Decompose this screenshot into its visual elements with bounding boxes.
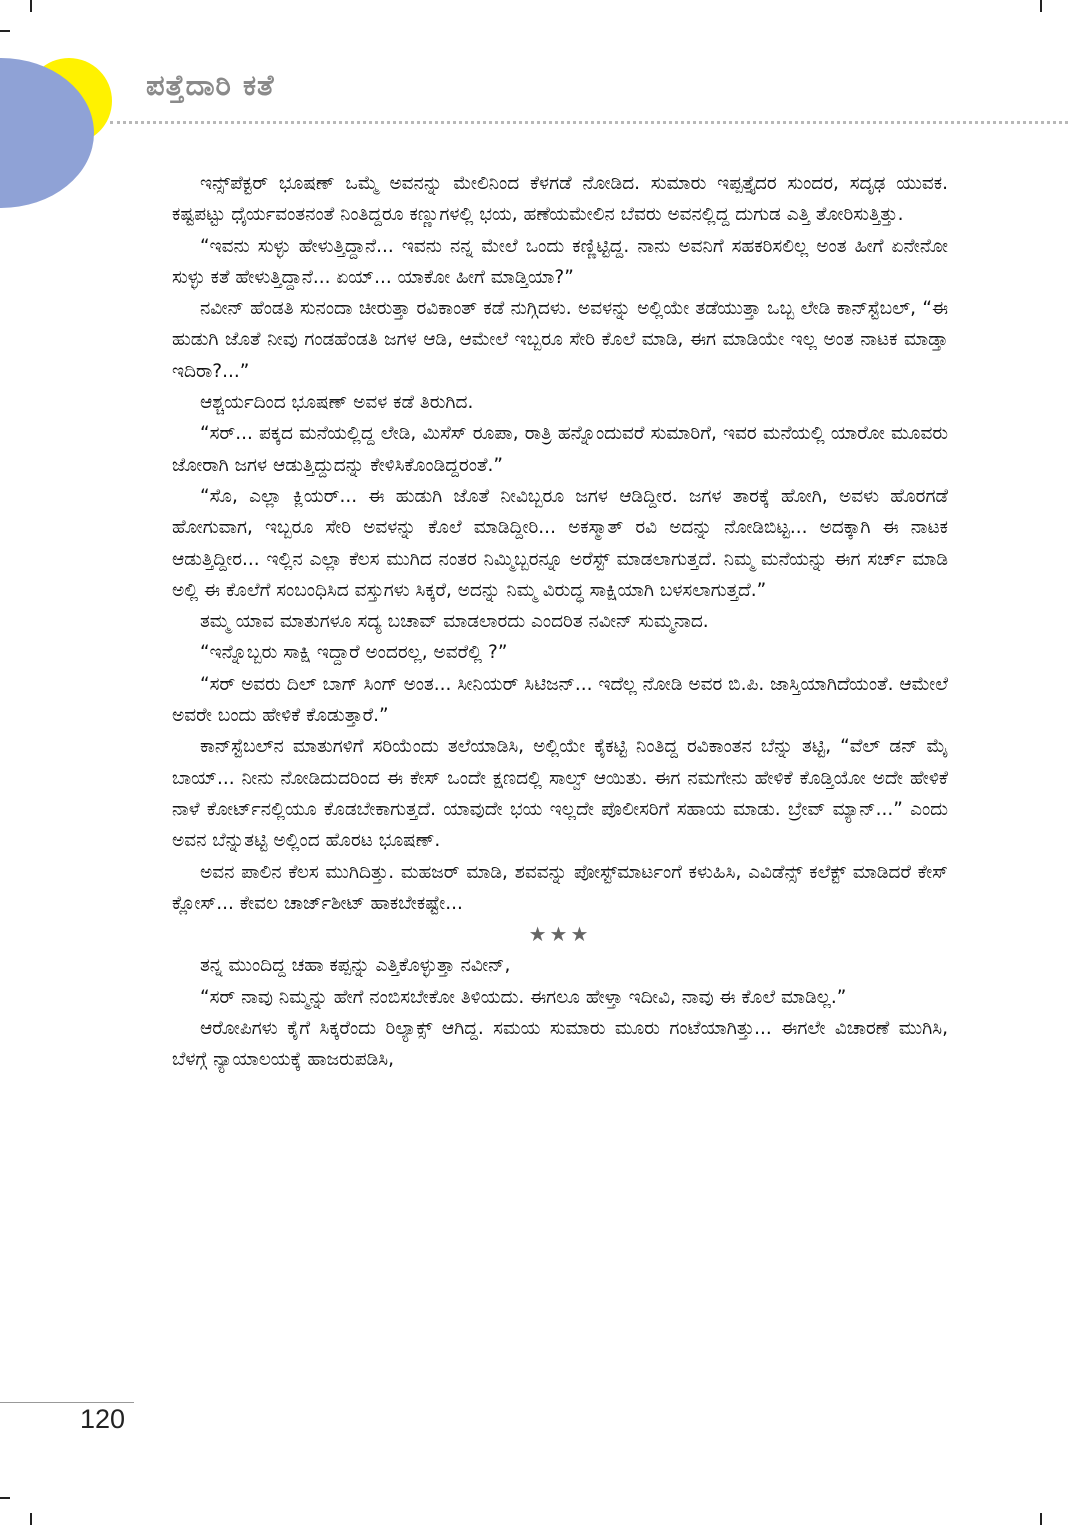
paragraph: ಅವನ ಪಾಲಿನ ಕೆಲಸ ಮುಗಿದಿತ್ತು. ಮಹಜರ್ ಮಾಡಿ, ಶವವನ್ನು ಪೋಸ್ಟ್‌ಮಾರ್ಟಂಗೆ ಕಳುಹಿಸಿ, ಎವಿಡೆನ್ಸ್ ಕಲೆಕ್ಟ್ ಮಾಡಿದರೆ ಕೇಸ್ ಕ್ಲೋಸ್... ಕೇವಲ ಚಾರ್ಜ್‌ಶೀಟ್ ಹಾಕಬೇಕಷ್ಟೇ... xyxy=(172,861,948,914)
folio-rule xyxy=(0,1402,134,1403)
paragraph: ನವೀನ್ ಹೆಂಡತಿ ಸುನಂದಾ ಚೀರುತ್ತಾ ರವಿಕಾಂತ್ ಕಡೆ ನುಗ್ಗಿದಳು. ಅವಳನ್ನು ಅಲ್ಲಿಯೇ ತಡೆಯುತ್ತಾ ಒಬ್ಬ ಲೇಡಿ ಕಾನ್‌ಸ್ಟೆಬಲ್, “ಈ ಹುಡುಗಿ ಜೊತೆ ನೀವು ಗಂಡಹೆಂಡತಿ ಜಗಳ ಆಡಿ, ಆಮೇಲೆ ಇಬ್ಬರೂ ಸೇರಿ ಕೊಲೆ ಮಾಡಿ, ಈಗ ಮಾಡಿಯೇ ಇಲ್ಲ ಅಂತ ನಾಟಕ ಮಾಡ್ತಾ ಇದಿರಾ?...” xyxy=(172,298,948,382)
crop-mark-top-left xyxy=(30,0,32,12)
paragraph: ಇನ್ಸ್‌ಪೆಕ್ಟರ್ ಭೂಷಣ್ ಒಮ್ಮೆ ಅವನನ್ನು ಮೇಲಿನಿಂದ ಕೆಳಗಡೆ ನೋಡಿದ. ಸುಮಾರು ಇಪ್ಪತ್ತೈದರ ಸುಂದರ, ಸದೃಢ ಯುವಕ. ಕಷ್ಟಪಟ್ಟು ಧೈರ್ಯವಂತನಂತೆ ನಿಂತಿದ್ದರೂ ಕಣ್ಣುಗಳಲ್ಲಿ ಭಯ, ಹಣೆಯಮೇಲಿನ ಬೆವರು ಅವನಲ್ಲಿದ್ದ ದುಗುಡ ಎತ್ತಿ ತೋರಿಸುತ್ತಿತ್ತು. xyxy=(172,173,948,226)
paragraph: “ಸರ್ ಅವರು ದಿಲ್ ಬಾಗ್ ಸಿಂಗ್ ಅಂತ... ಸೀನಿಯರ್ ಸಿಟಿಜನ್... ಇದೆಲ್ಲ ನೋಡಿ ಅವರ ಬಿ.ಪಿ. ಜಾಸ್ತಿಯಾಗಿದೆಯಂತೆ. ಆಮೇಲೆ ಅವರೇ ಬಂದು ಹೇಳಿಕೆ ಕೊಡುತ್ತಾರೆ.” xyxy=(172,673,948,727)
paragraph: “ಸರ್... ಪಕ್ಕದ ಮನೆಯಲ್ಲಿದ್ದ ಲೇಡಿ, ಮಿಸೆಸ್ ರೂಪಾ, ರಾತ್ರಿ ಹನ್ನೊಂದುವರೆ ಸುಮಾರಿಗೆ, ಇವರ ಮನೆಯಲ್ಲಿ ಯಾರೋ ಮೂವರು ಜೋರಾಗಿ ಜಗಳ ಆಡುತ್ತಿದ್ದುದನ್ನು ಕೇಳಿಸಿಕೊಂಡಿದ್ದರಂತೆ.” xyxy=(172,423,948,476)
crop-mark-bottom-left-h xyxy=(0,1497,10,1499)
paragraph: “ಇವನು ಸುಳ್ಳು ಹೇಳುತ್ತಿದ್ದಾನೆ... ಇವನು ನನ್ನ ಮೇಲೆ ಒಂದು ಕಣ್ಣಿಟ್ಟಿದ್ದ. ನಾನು ಅವನಿಗೆ ಸಹಕರಿಸಲಿಲ್ಲ ಅಂತ ಹೀಗೆ ಏನೇನೋ ಸುಳ್ಳು ಕತೆ ಹೇಳುತ್ತಿದ್ದಾನೆ... ಏಯ್... ಯಾಕೋ ಹೀಗೆ ಮಾಡ್ತಿಯಾ?” xyxy=(172,235,948,288)
running-title: ಪತ್ತೆದಾರಿ ಕತೆ xyxy=(146,68,275,102)
crop-mark-bottom-right xyxy=(1040,1513,1042,1525)
paragraph: ತನ್ನ ಮುಂದಿದ್ದ ಚಹಾ ಕಪ್ಪನ್ನು ಎತ್ತಿಕೊಳ್ಳುತ್ತಾ ನವೀನ್, xyxy=(200,955,511,977)
paragraph: “ಸೊ, ಎಲ್ಲಾ ಕ್ಲಿಯರ್... ಈ ಹುಡುಗಿ ಜೊತೆ ನೀವಿಬ್ಬರೂ ಜಗಳ ಆಡಿದ್ದೀರ. ಜಗಳ ತಾರಕ್ಕೆ ಹೋಗಿ, ಅವಳು ಹೊರಗಡೆ ಹೋಗುವಾಗ, ಇಬ್ಬರೂ ಸೇರಿ ಅವಳನ್ನು ಕೊಲೆ ಮಾಡಿದ್ದೀರಿ... ಅಕಸ್ಮಾತ್ ರವಿ ಅದನ್ನು ನೋಡಿಬಿಟ್ಟ... ಅದಕ್ಕಾಗಿ ಈ ನಾಟಕ ಆಡುತ್ತಿದ್ದೀರ... ಇಲ್ಲಿನ ಎಲ್ಲಾ ಕೆಲಸ ಮುಗಿದ ನಂತರ ನಿಮ್ಮಿಬ್ಬರನ್ನೂ ಅರೆಸ್ಟ್ ಮಾಡಲಾಗುತ್ತದೆ. ನಿಮ್ಮ ಮನೆಯನ್ನು ಈಗ ಸರ್ಚ್ ಮಾಡಿ ಅಲ್ಲಿ ಈ ಕೊಲೆಗೆ ಸಂಬಂಧಿಸಿದ ವಸ್ತುಗಳು ಸಿಕ್ಕರೆ, ಅದನ್ನು ನಿಮ್ಮ ವಿರುದ್ಧ ಸಾಕ್ಷಿಯಾಗಿ ಬಳಸಲಾಗುತ್ತದೆ.” xyxy=(172,485,948,601)
page-number: 120 xyxy=(80,1404,126,1434)
dotted-divider xyxy=(110,121,1068,124)
crop-mark-top-left-h xyxy=(0,30,10,32)
paragraph: ಆರೋಪಿಗಳು ಕೈಗೆ ಸಿಕ್ಕರೆಂದು ರಿಲ್ಯಾಕ್ಸ್ ಆಗಿದ್ದ. ಸಮಯ ಸುಮಾರು ಮೂರು ಗಂಟೆಯಾಗಿತ್ತು... ಈಗಲೇ ವಿಚಾರಣೆ ಮುಗಿಸಿ, ಬೆಳಗ್ಗೆ ನ್ಯಾಯಾಲಯಕ್ಕೆ ಹಾಜರುಪಡಿಸಿ, xyxy=(172,1018,948,1071)
paragraph: ಆಶ್ಚರ್ಯದಿಂದ ಭೂಷಣ್ ಅವಳ ಕಡೆ ತಿರುಗಿದ. xyxy=(200,392,474,414)
paragraph: ತಮ್ಮ ಯಾವ ಮಾತುಗಳೂ ಸದ್ಯ ಬಚಾವ್ ಮಾಡಲಾರದು ಎಂದರಿತ ನವೀನ್ ಸುಮ್ಮನಾದ. xyxy=(200,611,709,633)
paragraph: ಕಾನ್‌ಸ್ಟೆಬಲ್‌ನ ಮಾತುಗಳಿಗೆ ಸರಿಯೆಂದು ತಲೆಯಾಡಿಸಿ, ಅಲ್ಲಿಯೇ ಕೈಕಟ್ಟಿ ನಿಂತಿದ್ದ ರವಿಕಾಂತನ ಬೆನ್ನು ತಟ್ಟಿ, “ವೆಲ್ ಡನ್ ಮೈ ಬಾಯ್... ನೀನು ನೋಡಿದುದರಿಂದ ಈ ಕೇಸ್ ಒಂದೇ ಕ್ಷಣದಲ್ಲಿ ಸಾಲ್ವ್ ಆಯಿತು. ಈಗ ನಮಗೇನು ಹೇಳಿಕೆ ಕೊಡ್ತಿಯೋ ಅದೇ ಹೇಳಿಕೆ ನಾಳೆ ಕೋರ್ಟ್‌ನಲ್ಲಿಯೂ ಕೊಡಬೇಕಾಗುತ್ತದೆ. ಯಾವುದೇ ಭಯ ಇಲ್ಲದೇ ಪೊಲೀಸರಿಗೆ ಸಹಾಯ ಮಾಡು. ಬ್ರೇವ್ ಮ್ಯಾನ್...” ಎಂದು ಅವನ ಬೆನ್ನುತಟ್ಟಿ ಅಲ್ಲಿಂದ ಹೊರಟ ಭೂಷಣ್. xyxy=(172,736,948,852)
crop-mark-top-right xyxy=(1040,0,1042,12)
paragraph: “ಇನ್ನೊಬ್ಬರು ಸಾಕ್ಷಿ ಇದ್ದಾರೆ ಅಂದರಲ್ಲ, ಅವರೆಲ್ಲಿ ?” xyxy=(200,642,508,664)
body-text xyxy=(172,168,948,1076)
crop-mark-bottom-left xyxy=(30,1513,32,1525)
paragraph: “ಸರ್ ನಾವು ನಿಮ್ಮನ್ನು ಹೇಗೆ ನಂಬಿಸಬೇಕೋ ತಿಳಿಯದು. ಈಗಲೂ ಹೇಳ್ತಾ ಇದೀವಿ, ನಾವು ಈ ಕೊಲೆ ಮಾಡಿಲ್ಲ.” xyxy=(200,986,847,1008)
section-break-stars: ★★★ xyxy=(528,922,592,947)
